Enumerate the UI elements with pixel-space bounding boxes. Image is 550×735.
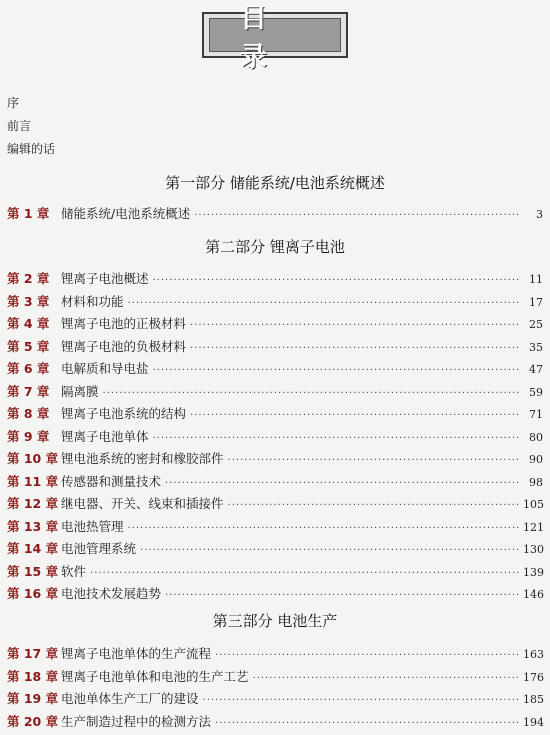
chapter-title: 锂电池系统的密封和橡胶部件 [61,451,224,466]
chapter-title: 生产制造过程中的检测方法 [61,714,212,729]
chapter-number: 第 16 章 [7,586,59,601]
leader-dots [90,568,519,579]
toc-row[interactable] [7,562,543,580]
page-number: 90 [529,453,543,466]
page-number: 185 [523,693,544,706]
toc-row[interactable] [7,667,543,685]
chapter-title: 锂离子电池的负极材料 [61,339,187,354]
leader-dots [103,388,519,399]
chapter-number: 第 5 章 [7,339,50,354]
leader-dots [165,478,519,489]
page-number: 130 [523,543,544,556]
toc-row[interactable] [7,584,543,602]
leader-dots [228,500,519,511]
leader-dots [203,695,519,706]
part-2-heading: 第二部分 锂离子电池 [205,238,345,256]
chapter-title: 储能系统/电池系统概述 [61,206,191,221]
leader-dots [153,433,519,444]
leader-dots [128,298,519,309]
toc-row[interactable] [7,689,543,707]
leader-dots [215,718,519,729]
chapter-title: 锂离子电池单体 [61,429,149,444]
toc-row[interactable] [7,337,543,355]
chapter-title: 电池管理系统 [61,541,137,556]
toc-row[interactable] [7,449,543,467]
page-number: 3 [536,208,543,221]
chapter-number: 第 12 章 [7,496,59,511]
leader-dots [153,365,519,376]
toc-row[interactable] [7,644,543,662]
page-number: 11 [529,273,543,286]
chapter-title: 隔离膜 [61,384,99,399]
leader-dots [128,523,519,534]
front-matter-foreword[interactable]: 前言 [7,119,32,133]
toc-row[interactable] [7,382,543,400]
chapter-number: 第 8 章 [7,406,50,421]
page-number: 25 [529,318,543,331]
page-number: 80 [529,431,543,444]
leader-dots [140,545,519,556]
toc-row[interactable] [7,539,543,557]
toc-title-box [202,3,348,73]
chapter-number: 第 11 章 [7,474,59,489]
chapter-number: 第 4 章 [7,316,50,331]
front-matter-editor-note[interactable]: 编辑的话 [7,142,56,156]
toc-row[interactable] [7,494,543,512]
toc-row[interactable] [7,359,543,377]
part-1-heading: 第一部分 储能系统/电池系统概述 [165,174,385,192]
toc-row[interactable] [7,472,543,490]
toc-title-inner [209,3,341,73]
page-number: 59 [529,386,543,399]
part-3-heading: 第三部分 电池生产 [212,612,338,630]
toc-row[interactable] [7,314,543,332]
chapter-title: 继电器、开关、线束和插接件 [61,496,224,511]
chapter-number: 第 10 章 [7,451,59,466]
chapter-title: 电池技术发展趋势 [61,586,162,601]
leader-dots [153,275,519,286]
page-number: 139 [523,566,544,579]
page-number: 105 [523,498,544,511]
leader-dots [165,590,519,601]
toc-row[interactable] [7,404,543,422]
page-number: 194 [523,716,544,729]
chapter-title: 锂离子电池单体的生产流程 [61,646,212,661]
page-number: 98 [529,476,543,489]
leader-dots [190,320,519,331]
chapter-number: 第 17 章 [7,646,59,661]
chapter-title: 锂离子电池概述 [61,271,149,286]
leader-dots [253,673,519,684]
chapter-number: 第 9 章 [7,429,50,444]
toc-row[interactable] [7,427,543,445]
page-number: 146 [523,588,544,601]
chapter-number: 第 19 章 [7,691,59,706]
chapter-number: 第 18 章 [7,669,59,684]
chapter-number: 第 15 章 [7,564,59,579]
chapter-title: 电池热管理 [61,519,124,534]
leader-dots [215,650,519,661]
leader-dots [190,410,519,421]
chapter-title: 电池单体生产工厂的建设 [61,691,199,706]
toc-row[interactable] [7,712,543,730]
chapter-number: 第 7 章 [7,384,50,399]
front-matter-preface[interactable]: 序 [7,96,20,110]
chapter-number: 第 14 章 [7,541,59,556]
chapter-title: 锂离子电池的正极材料 [61,316,187,331]
chapter-number: 第 1 章 [7,206,50,221]
page-number: 163 [523,648,544,661]
leader-dots [228,455,519,466]
toc-row[interactable] [7,292,543,310]
chapter-title: 材料和功能 [61,294,124,309]
chapter-number: 第 3 章 [7,294,50,309]
chapter-number: 第 13 章 [7,519,59,534]
page-number: 71 [529,408,543,421]
toc-row[interactable] [7,517,543,535]
chapter-number: 第 20 章 [7,714,59,729]
chapter-title: 锂离子电池单体和电池的生产工艺 [61,669,249,684]
toc-row[interactable] [7,269,543,287]
page-number: 47 [529,363,543,376]
leader-dots [194,210,519,221]
chapter-title: 传感器和测量技术 [61,474,162,489]
page-number: 121 [523,521,544,534]
page-number: 17 [529,296,543,309]
chapter-title: 软件 [61,564,87,579]
leader-dots [190,343,519,354]
page-number: 176 [523,671,544,684]
chapter-number: 第 2 章 [7,271,50,286]
chapter-title: 锂离子电池系统的结构 [61,406,187,421]
chapter-number: 第 6 章 [7,361,50,376]
chapter-title: 电解质和导电盐 [61,361,149,376]
page-number: 35 [529,341,543,354]
toc-row[interactable] [7,204,543,222]
toc-title: 目 录 [240,3,297,73]
